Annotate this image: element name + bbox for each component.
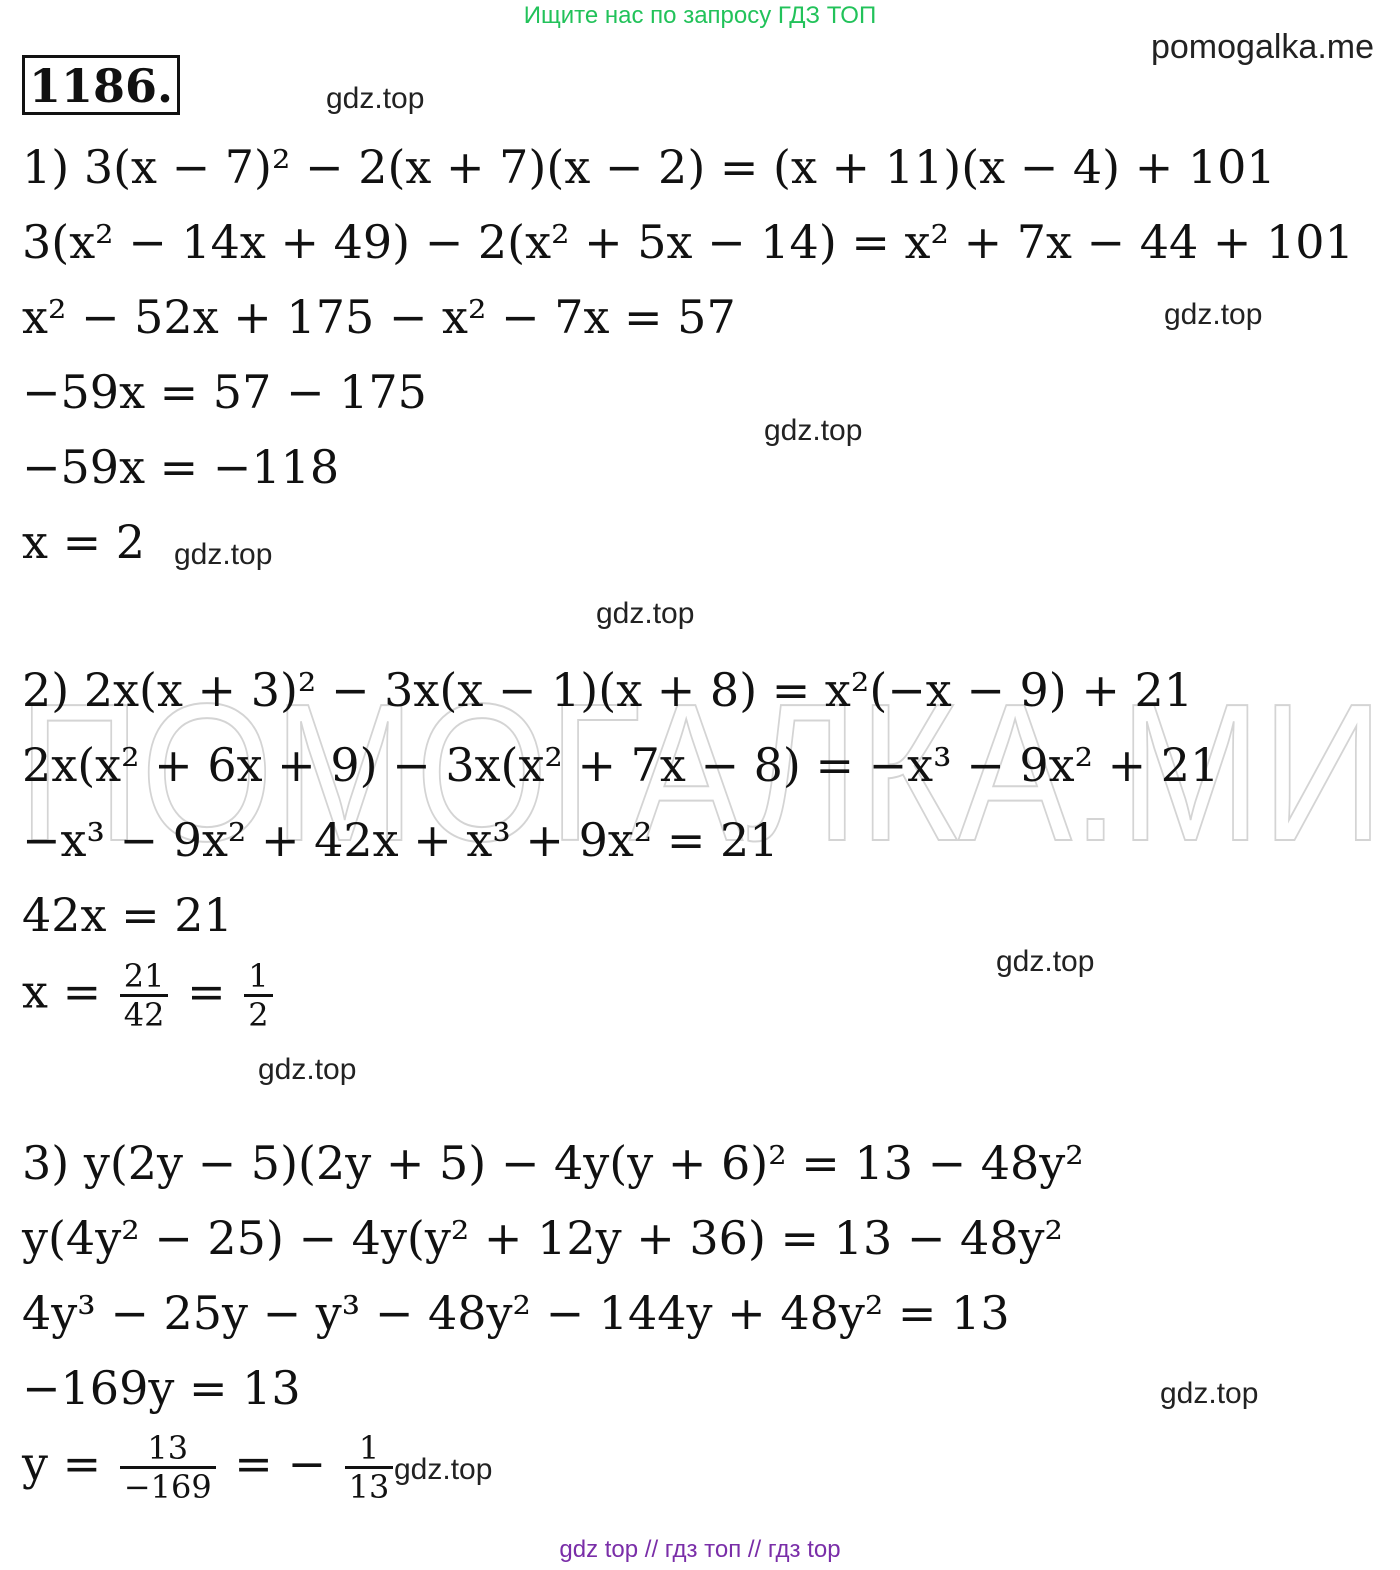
equals-minus-sign: = − — [234, 1436, 327, 1491]
equals-sign: = — [187, 964, 226, 1019]
part1-step: −59x = 57 − 175 — [22, 365, 427, 419]
part2-step: 42x = 21 — [22, 888, 233, 942]
problem-number: 1186. — [22, 55, 180, 115]
part3-equation: 3) y(2y − 5)(2y + 5) − 4y(y + 6)² = 13 − 48y² — [22, 1136, 1084, 1190]
part1-step: −59x = −118 — [22, 440, 340, 494]
fraction-denominator: −169 — [123, 1468, 212, 1506]
fraction-numerator: 21 — [120, 958, 169, 997]
fraction — [120, 958, 169, 1033]
fraction-numerator: 1 — [244, 958, 272, 997]
fraction — [120, 1430, 216, 1505]
part1-step: x² − 52x + 175 − x² − 7x = 57 — [22, 290, 736, 344]
site-name[interactable]: pomogalka.me — [1150, 28, 1374, 66]
big-outline-watermark-text: ПОМОГАЛКА.МИ — [18, 668, 1384, 868]
watermark-gdz: gdz.top — [996, 945, 1095, 978]
part1-answer: x = 2 — [22, 515, 145, 569]
part3-step: −169y = 13 — [22, 1361, 301, 1415]
part2-step: −x³ − 9x² + 42x + x³ + 9x² = 21 — [22, 813, 779, 867]
watermark-gdz: gdz.top — [1164, 298, 1263, 331]
part3-step: 4y³ − 25y − y³ − 48y² − 144y + 48y² = 13 — [22, 1286, 1010, 1340]
watermark-gdz: gdz.top — [174, 538, 273, 571]
fraction-numerator: 13 — [120, 1430, 216, 1469]
watermark-gdz: gdz.top — [1160, 1377, 1259, 1410]
fraction-numerator: 1 — [345, 1430, 394, 1469]
part1-equation: 1) 3(x − 7)² − 2(x + 7)(x − 2) = (x + 11)(x − 4) + 101 — [22, 140, 1276, 194]
watermark-gdz: gdz.top — [258, 1053, 357, 1086]
part2-answer — [22, 958, 277, 1033]
fraction-denominator: 42 — [123, 996, 165, 1034]
fraction — [244, 958, 272, 1033]
part3-step: y(4y² − 25) − 4y(y² + 12y + 36) = 13 − 48y² — [22, 1211, 1063, 1265]
watermark-gdz: gdz.top — [596, 597, 695, 630]
watermark-gdz: gdz.top — [326, 82, 425, 115]
part3-answer — [22, 1430, 397, 1505]
watermark-gdz: gdz.top — [764, 414, 863, 447]
part1-step: 3(x² − 14x + 49) − 2(x² + 5x − 14) = x² + 7x − 44 + 101 — [22, 215, 1354, 269]
fraction — [345, 1430, 394, 1505]
top-banner[interactable]: Ищите нас по запросу ГДЗ ТОП — [523, 2, 877, 29]
fraction-denominator: 2 — [248, 996, 269, 1034]
part2-step: 2x(x² + 6x + 9) − 3x(x² + 7x − 8) = −x³ − 9x² + 21 — [22, 738, 1220, 792]
part3-answer-lhs: y = — [22, 1436, 102, 1491]
part2-answer-lhs: x = — [22, 964, 102, 1019]
part2-equation: 2) 2x(x + 3)² − 3x(x − 1)(x + 8) = x²(−x − 9) + 21 — [22, 663, 1194, 717]
footer-links[interactable]: gdz top // гдз топ // гдз top — [559, 1536, 841, 1563]
fraction-denominator: 13 — [348, 1468, 390, 1506]
watermark-gdz: gdz.top — [394, 1453, 493, 1486]
